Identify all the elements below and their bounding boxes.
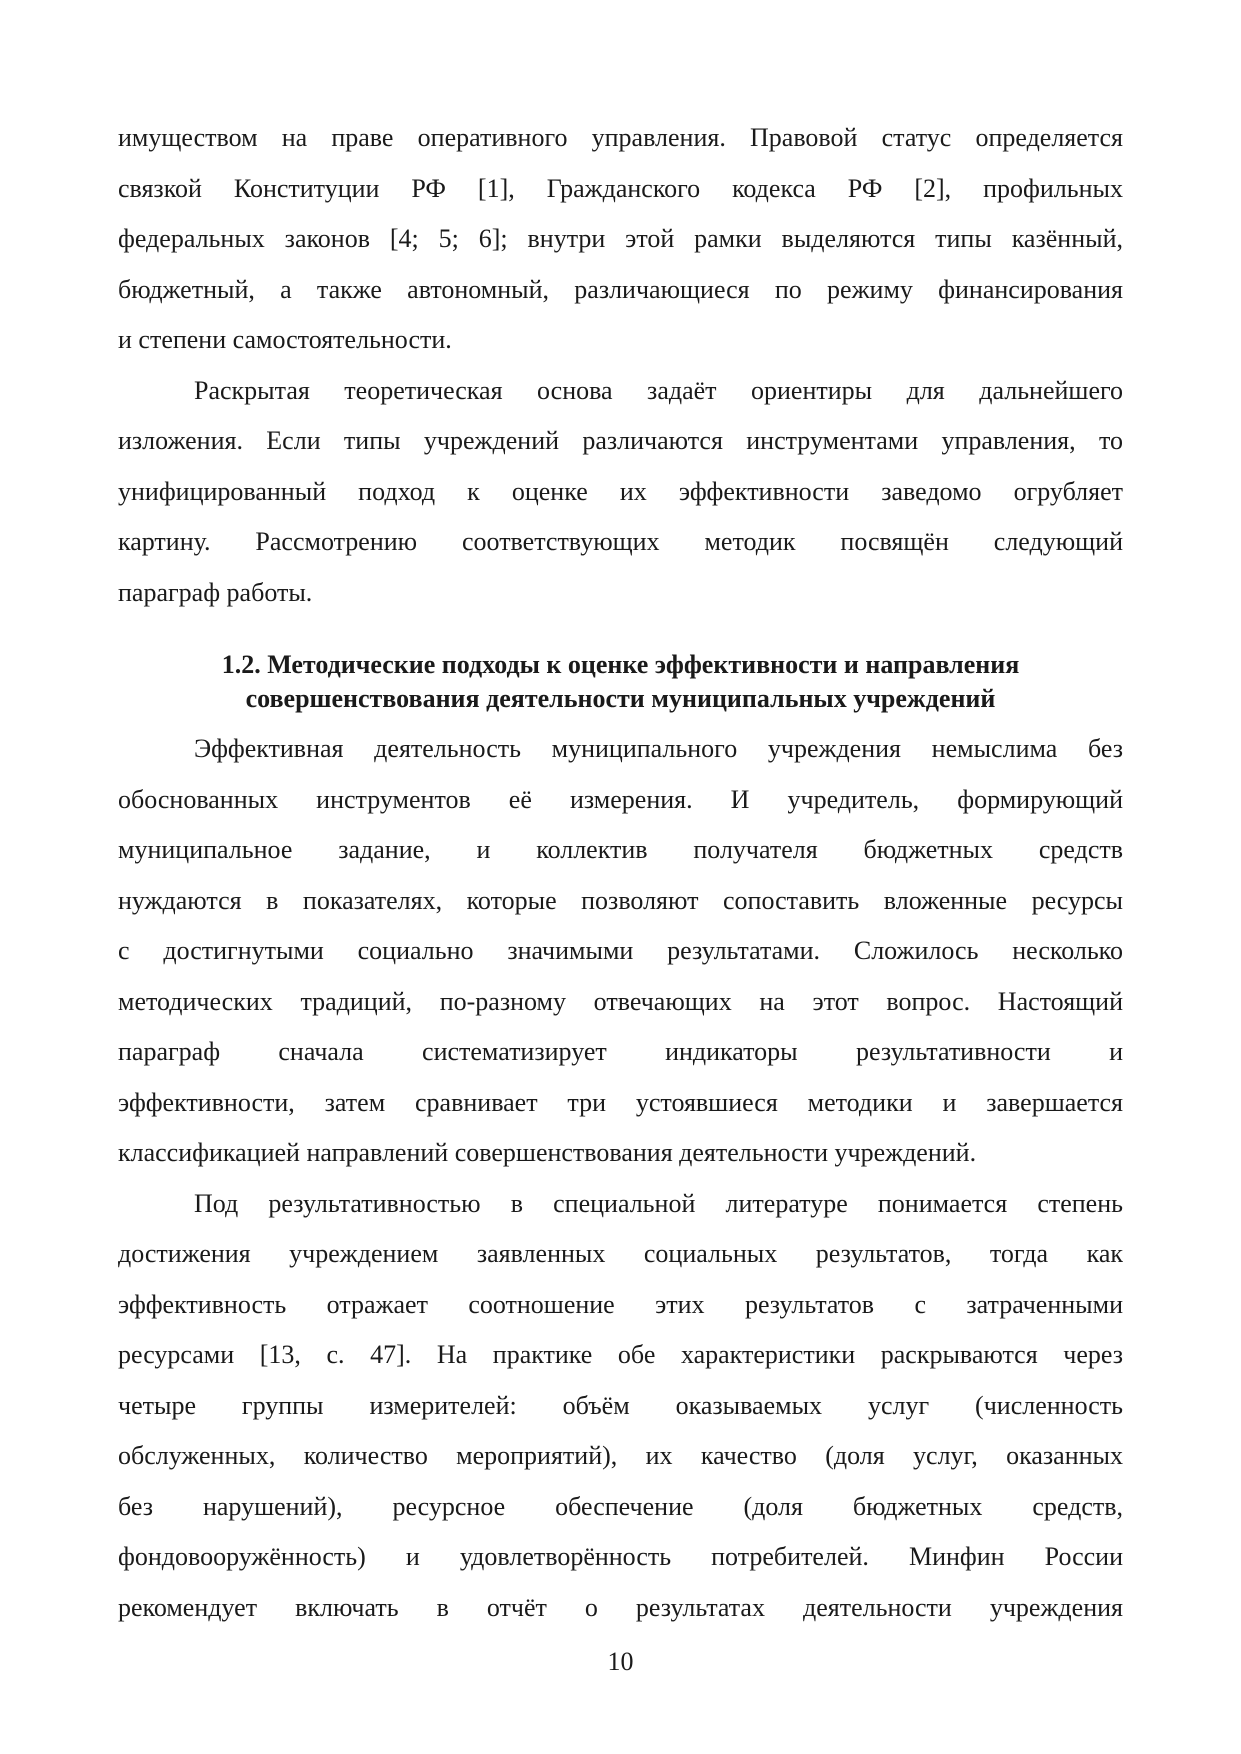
paragraph-3-line: Эффективная деятельность муниципального учреждения немыслима без	[194, 734, 1123, 763]
paragraph-1-line: бюджетный, а также автономный, различающиеся по режиму финансирования	[118, 274, 1123, 304]
paragraph-4-line: Под результативностью в специальной литературе понимается степень	[194, 1188, 1123, 1218]
paragraph-4-line: обслуженных, количество мероприятий), их качество (доля услуг, оказанных	[118, 1441, 1123, 1470]
paragraph-2-line: унифицированный подход к оценке их эффективности заведомо огрубляет	[118, 476, 1123, 506]
paragraph-3-line: эффективности, затем сравнивает три устоявшиеся методики и завершается	[118, 1087, 1123, 1117]
paragraph-4	[118, 1179, 1123, 1634]
paragraph-3-line: методических традиций, по-разному отвечающих на этот вопрос. Настоящий	[118, 986, 1123, 1016]
paragraph-3-line: параграф сначала систематизирует индикаторы результативности и	[118, 1037, 1123, 1066]
page-number: 10	[607, 1647, 634, 1676]
paragraph-1-line: федеральных законов [4; 5; 6]; внутри этой рамки выделяются типы казённый,	[118, 224, 1123, 253]
paragraph-2-line: изложения. Если типы учреждений различаются инструментами управления, то	[118, 426, 1123, 455]
section-heading	[118, 648, 1123, 716]
paragraph-2-line: Раскрытая теоретическая основа задаёт ориентиры для дальнейшего	[194, 375, 1123, 405]
paragraph-3-line: муниципальное задание, и коллектив получателя бюджетных средств	[118, 835, 1123, 864]
paragraph-4-line: четыре группы измерителей: объём оказываемых услуг (численность	[118, 1390, 1123, 1420]
paragraph-4-line: рекомендует включать в отчёт о результатах деятельности учреждения	[118, 1592, 1123, 1622]
paragraph-1	[118, 113, 1123, 366]
paragraph-4-line: фондовооружённость) и удовлетворённость потребителей. Минфин России	[118, 1542, 1123, 1571]
paragraph-3-line: нуждаются в показателях, которые позволяют сопоставить вложенные ресурсы	[118, 885, 1123, 915]
section-heading-line-1: 1.2. Методические подходы к оценке эффективности и направления	[221, 650, 1020, 679]
paragraph-3-line: классификацией направлений совершенствования деятельности учреждений.	[118, 1138, 977, 1167]
paragraph-1-line: имуществом на праве оперативного управления. Правовой статус определяется	[118, 123, 1123, 152]
paragraph-1-line: и степени самостоятельности.	[118, 325, 452, 354]
paragraph-4-line: эффективность отражает соотношение этих результатов с затраченными	[118, 1289, 1123, 1319]
page-content	[118, 113, 1123, 1633]
paragraph-4-line: ресурсами [13, с. 47]. На практике обе характеристики раскрываются через	[118, 1340, 1123, 1369]
paragraph-2	[118, 366, 1123, 619]
paragraph-2-line: картину. Рассмотрению соответствующих методик посвящён следующий	[118, 527, 1123, 556]
paragraph-3-line: с достигнутыми социально значимыми результатами. Сложилось несколько	[118, 936, 1123, 965]
paragraph-1-line: связкой Конституции РФ [1], Гражданского кодекса РФ [2], профильных	[118, 173, 1123, 203]
paragraph-3	[118, 724, 1123, 1179]
section-heading-line-2: совершенствования деятельности муниципальных учреждений	[245, 684, 996, 713]
paragraph-4-line: достижения учреждением заявленных социальных результатов, тогда как	[118, 1239, 1123, 1268]
paragraph-2-line: параграф работы.	[118, 577, 313, 607]
paragraph-3-line: обоснованных инструментов её измерения. И учредитель, формирующий	[118, 784, 1123, 814]
paragraph-4-line: без нарушений), ресурсное обеспечение (доля бюджетных средств,	[118, 1491, 1123, 1521]
